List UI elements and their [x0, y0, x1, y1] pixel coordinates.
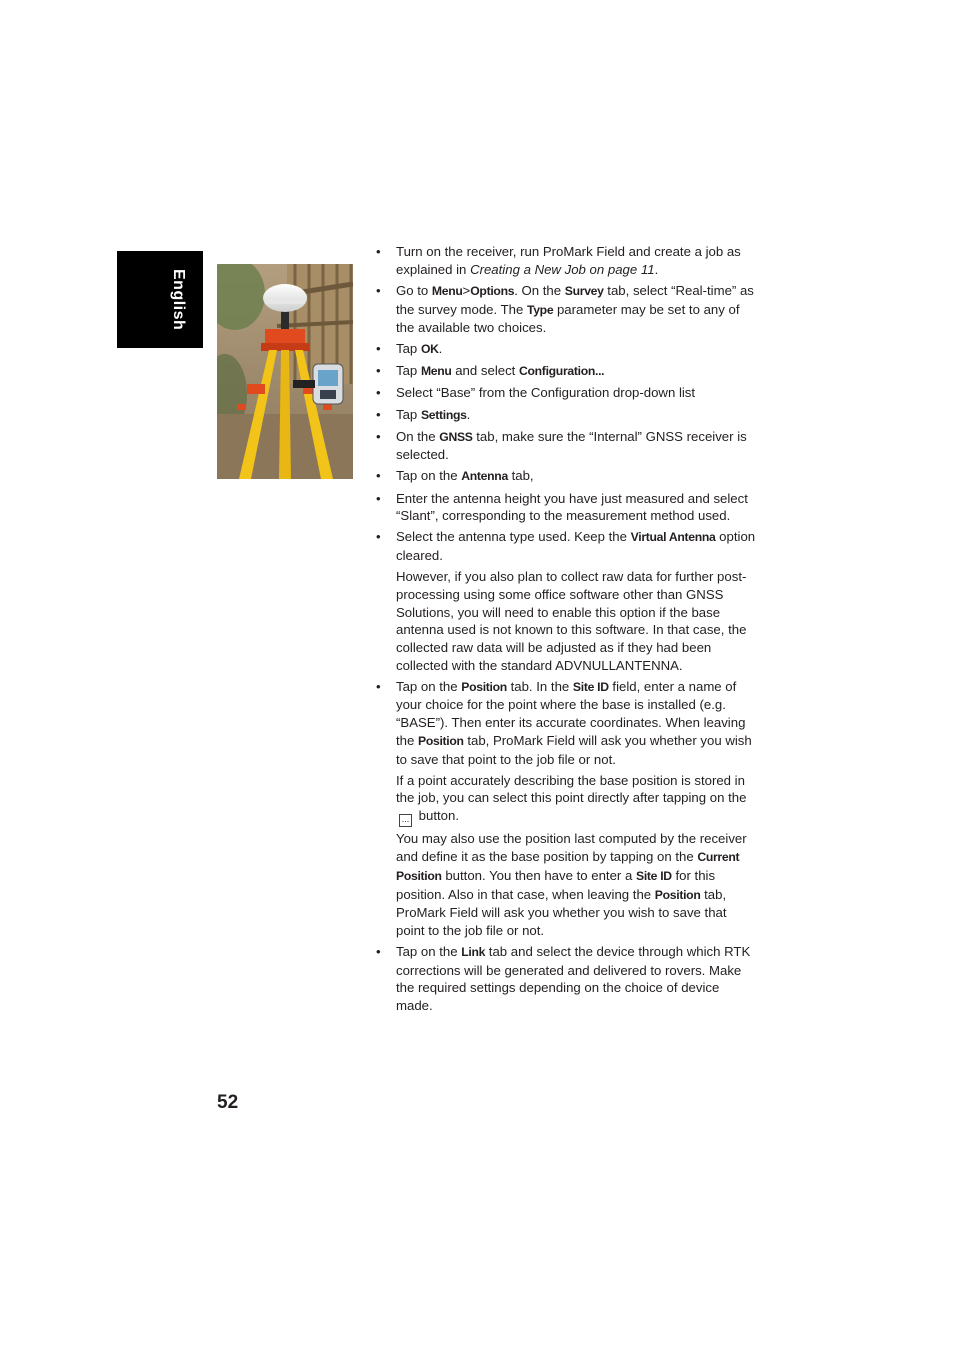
- step-item: [376, 467, 756, 486]
- text-run: However, if you also plan to collect raw data for further post-processing using some office software other than GNSS Solutions, you will need to enable this option if the base antenna used is not known to this software. In that case, the collected raw data will be adjusted as if they had been collected with the standard ADVNULLANTENNA.: [396, 569, 747, 673]
- tripod-receiver-photo: [217, 264, 353, 479]
- text-run: If a point accurately describing the base position is stored in the job, you can select this point directly after tapping on the: [396, 772, 747, 806]
- step-text: [396, 528, 756, 564]
- step-text: [396, 384, 756, 402]
- step-text: [396, 406, 756, 425]
- step-text: [396, 243, 756, 278]
- step-item: [376, 340, 756, 359]
- text-run: field, enter a name of your choice for the point where the base is installed (e.g. “BASE”). Then enter its accurate coordinates. When leaving the: [396, 678, 746, 748]
- step-text: [396, 362, 756, 381]
- text-run: tab, make sure the “Internal” GNSS receiver is selected.: [396, 428, 747, 463]
- text-run: Select the antenna type used. Keep the: [396, 529, 631, 545]
- text-run: button.: [415, 808, 459, 824]
- text-run: and select: [451, 363, 520, 379]
- text-run: Tap on the: [396, 678, 462, 694]
- text-run: Tap on the: [396, 944, 462, 960]
- text-run: parameter may be set to any of the available two choices.: [396, 301, 740, 336]
- step-item: [376, 528, 756, 674]
- text-run: On the: [396, 428, 440, 444]
- text-run: tab,: [507, 468, 534, 484]
- text-run: Tap: [396, 406, 421, 422]
- step-text: [396, 943, 756, 1015]
- cross-reference: Creating a New Job on page 11: [470, 261, 655, 277]
- step-item: [376, 490, 756, 525]
- step-item: [376, 243, 756, 278]
- step-text: [396, 340, 756, 359]
- text-run: option cleared.: [396, 529, 756, 564]
- ui-term: Settings: [420, 407, 467, 422]
- text-run: Tap on the: [396, 468, 462, 484]
- page-number: 52: [217, 1092, 239, 1113]
- step-list: [376, 243, 756, 1018]
- text-run: . On the: [514, 282, 565, 298]
- ui-term: Options: [470, 283, 515, 298]
- ui-term: OK: [420, 342, 439, 357]
- ui-term: Current Position: [396, 850, 740, 883]
- language-tab-label: English: [170, 269, 187, 331]
- step-item: [376, 406, 756, 425]
- text-run: Tap: [396, 363, 421, 379]
- text-run: tab, select “Real-time” as the survey mode. The: [396, 282, 754, 317]
- step-text: [396, 467, 756, 486]
- ui-term: Type: [526, 302, 554, 317]
- step-item: [376, 384, 756, 402]
- text-run: .: [466, 406, 471, 422]
- ui-term: Survey: [564, 283, 604, 298]
- ui-term: Site ID: [635, 868, 672, 883]
- text-run: tab, ProMark Field will ask you whether you wish to save that point to the job file or not.: [396, 886, 727, 938]
- ui-term: Configuration...: [519, 364, 605, 379]
- ui-term: Virtual Antenna: [630, 530, 716, 545]
- ui-term: Position: [654, 887, 701, 902]
- text-run: tab and select the device through which RTK corrections will be generated and delivered to rovers. Make the required settings depending on the choice of device made.: [396, 944, 751, 1014]
- ui-term: Antenna: [461, 469, 508, 484]
- step-item: [376, 362, 756, 381]
- text-run: tab. In the: [506, 678, 573, 694]
- ui-term: Link: [461, 945, 486, 960]
- ui-term: Site ID: [572, 679, 609, 694]
- ui-term: Menu: [431, 283, 463, 298]
- step-item: [376, 943, 756, 1015]
- step-note: [396, 830, 756, 939]
- ui-term: Position: [461, 679, 507, 694]
- text-run: Tap: [396, 341, 421, 357]
- step-note: [396, 568, 756, 674]
- text-run: You may also use the position last computed by the receiver and define it as the base position by tapping on the: [396, 831, 747, 865]
- step-item: [376, 428, 756, 464]
- step-text: [396, 428, 756, 464]
- text-run: >: [462, 282, 471, 298]
- step-text: [396, 282, 756, 337]
- text-run: Go to: [396, 282, 432, 298]
- ellipsis-button-icon: ...: [399, 814, 412, 827]
- ui-term: GNSS: [439, 429, 473, 444]
- ui-term: Position: [418, 733, 464, 748]
- text-run: tab, ProMark Field will ask you whether you wish to save that point to the job file or not.: [396, 732, 752, 767]
- text-run: Enter the antenna height you have just measured and select “Slant”, corresponding to the measurement method used.: [396, 490, 748, 524]
- language-tab: [117, 251, 203, 348]
- step-item: [376, 678, 756, 940]
- text-run: .: [654, 261, 659, 277]
- text-run: button. You then have to enter a: [441, 867, 636, 883]
- step-text: [396, 678, 756, 769]
- step-text: [396, 490, 756, 525]
- text-run: for this position. Also in that case, when leaving the: [396, 867, 716, 902]
- step-note: [396, 772, 756, 827]
- text-run: Select “Base” from the Configuration drop-down list: [396, 385, 696, 401]
- text-run: Turn on the receiver, run ProMark Field and create a job as explained in: [396, 244, 741, 277]
- text-run: .: [438, 341, 443, 357]
- step-item: [376, 282, 756, 337]
- ui-term: Menu: [420, 364, 452, 379]
